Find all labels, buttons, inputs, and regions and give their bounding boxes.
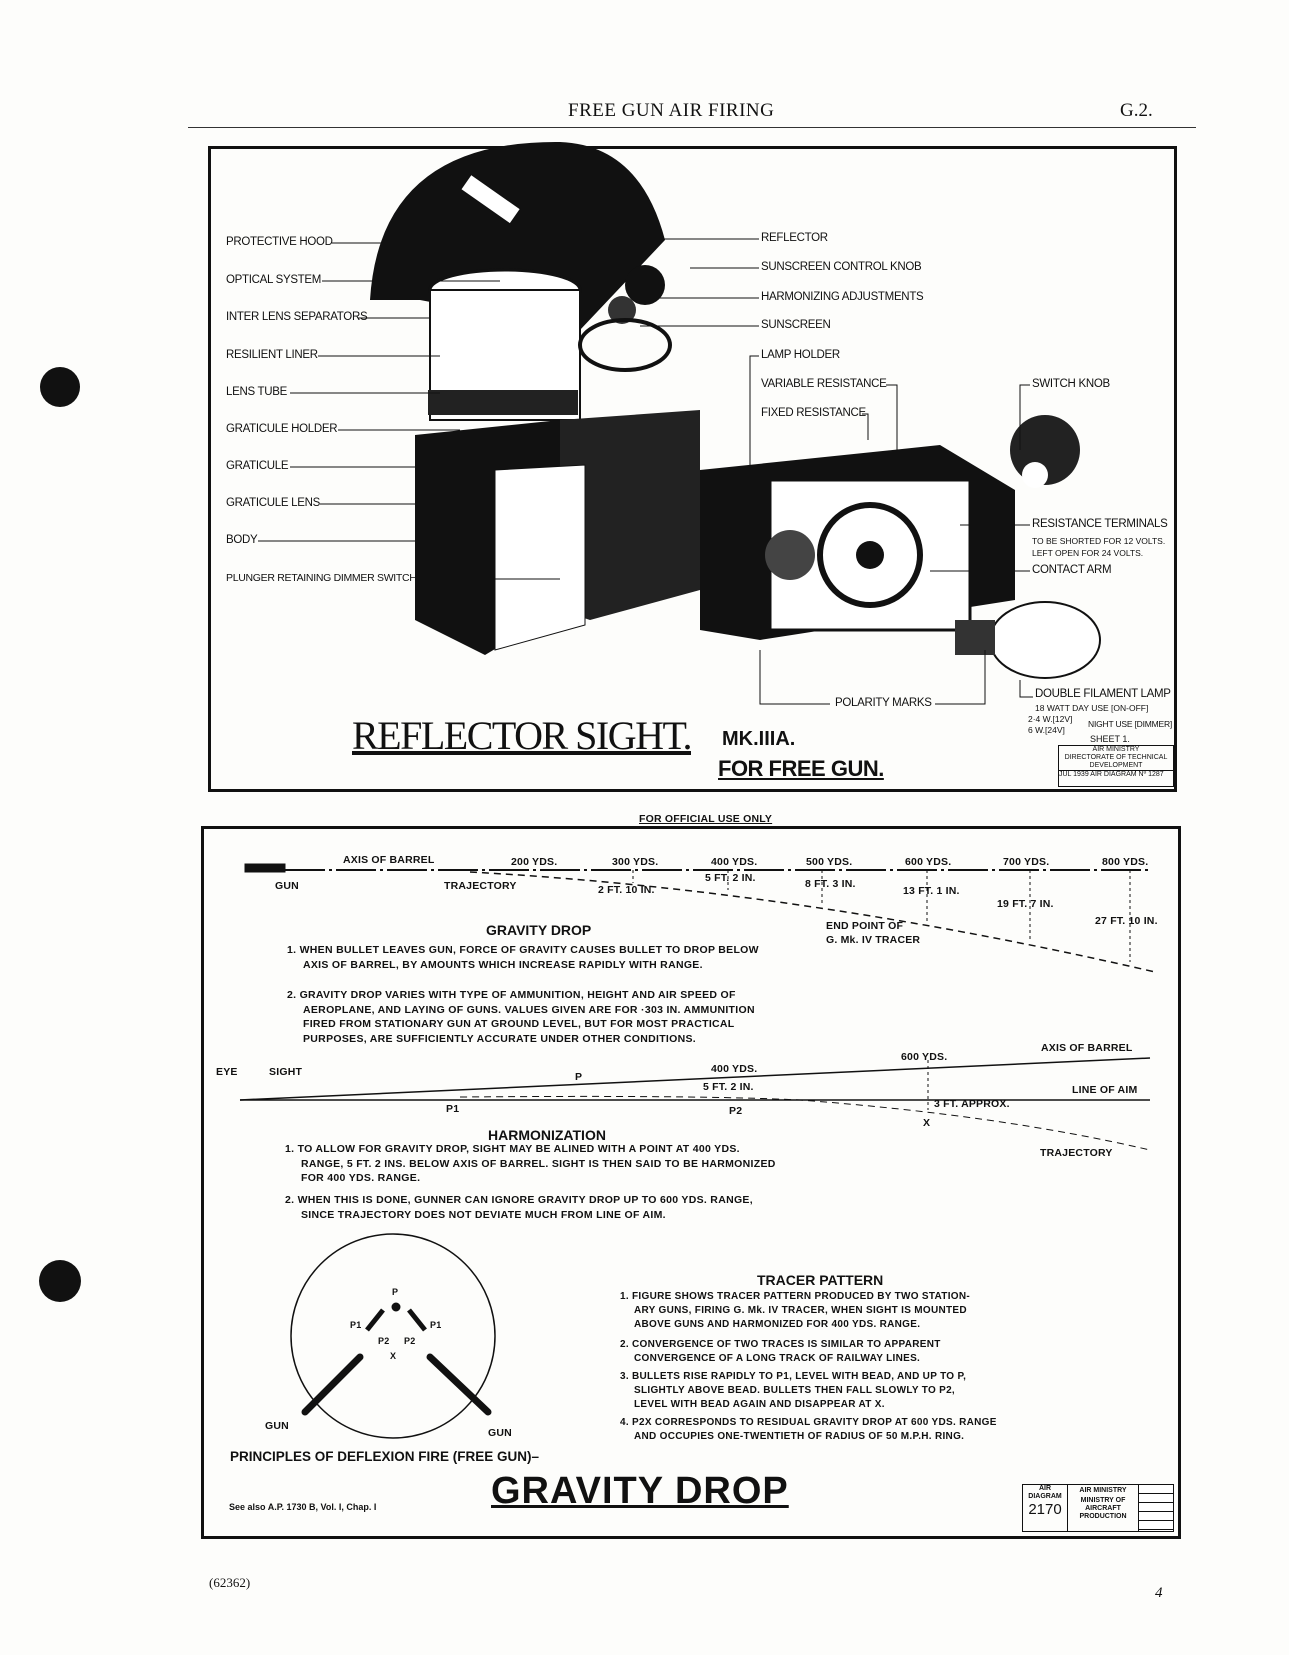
stamp-diagram-number: AIR DIAGRAM Nº 1287	[1090, 771, 1164, 778]
text-line: RANGE, 5 FT. 2 INS. BELOW AXIS OF BARREL. SIGHT IS THEN SAID TO BE HARMONIZED	[301, 1157, 776, 1170]
gravity-para-2	[287, 988, 755, 1046]
section-number: G.2.	[1120, 100, 1153, 121]
callout-fixed-resistance: FIXED RESISTANCE	[761, 407, 866, 419]
sheet-number: SHEET 1.	[1090, 734, 1130, 744]
end-point-label: END POINT OF	[826, 920, 904, 932]
callout-inter-lens-separators: INTER LENS SEPARATORS	[226, 311, 368, 323]
drop-value: 27 FT. 10 IN.	[1095, 915, 1158, 927]
gun-right-label: GUN	[488, 1427, 512, 1439]
stamp-number-cell	[1023, 1485, 1068, 1531]
range-label: 500 YDS.	[806, 856, 853, 868]
range-label: 200 YDS.	[511, 856, 558, 868]
print-code: (62362)	[209, 1575, 251, 1590]
callout-reflector: REFLECTOR	[761, 232, 828, 244]
text-line: SINCE TRAJECTORY DOES NOT DEVIATE MUCH FROM LINE OF AIM.	[301, 1208, 666, 1221]
callout-lamp: DOUBLE FILAMENT LAMP	[1035, 688, 1171, 700]
callout-resilient-liner: RESILIENT LINER	[226, 349, 318, 361]
text-line: FOR 400 YDS. RANGE.	[301, 1172, 421, 1184]
text-line: AXIS OF BARREL, BY AMOUNTS WHICH INCREASE RAPIDLY WITH RANGE.	[303, 958, 703, 971]
harmonization-para-2	[285, 1193, 753, 1222]
harmonization-heading: HARMONIZATION	[488, 1127, 606, 1143]
running-header-title: FREE GUN AIR FIRING	[568, 100, 775, 121]
page-number: 4	[1155, 1585, 1163, 1601]
tracer-p1: P1	[350, 1320, 362, 1330]
tracer-item-4	[620, 1416, 997, 1444]
stamp-line: MINISTRY OF AIRCRAFT PRODUCTION	[1079, 1497, 1127, 1520]
air-diagram-stamp	[1022, 1484, 1174, 1532]
lamp-24v: 6 W.[24V]	[1028, 725, 1065, 735]
p1-label: P1	[446, 1103, 460, 1115]
text-line: LEVEL WITH BEAD AGAIN AND DISAPPEAR AT X.	[634, 1399, 885, 1410]
stamp-grid	[1139, 1485, 1173, 1531]
gun-label: GUN	[275, 880, 299, 892]
range-label: 700 YDS.	[1003, 856, 1050, 868]
range-400-label: 400 YDS.	[711, 1063, 758, 1075]
drop-value: 5 FT. 2 IN.	[705, 872, 756, 884]
text-line: 2. CONVERGENCE OF TWO TRACES IS SIMILAR TO APPARENT	[620, 1339, 941, 1350]
x-label: X	[923, 1117, 931, 1129]
stamp-ministry-cell	[1068, 1485, 1139, 1531]
range-label: 400 YDS.	[711, 856, 758, 868]
callout-graticule-lens: GRATICULE LENS	[226, 497, 320, 509]
line-of-aim-label: LINE OF AIM	[1072, 1084, 1138, 1096]
callout-sunscreen: SUNSCREEN	[761, 319, 831, 331]
tracer-p: P	[392, 1287, 399, 1297]
see-also-reference: See also A.P. 1730 B, Vol. I, Chap. I	[229, 1502, 377, 1512]
stamp-line: AIR MINISTRY	[1092, 746, 1140, 753]
lamp-night-note: NIGHT USE [DIMMER]	[1088, 719, 1173, 729]
tracer-p2: P2	[378, 1336, 390, 1346]
drop-value: 2 FT. 10 IN.	[598, 884, 655, 896]
harmonization-para-1	[285, 1142, 776, 1186]
tracer-p2: P2	[404, 1336, 416, 1346]
diagram-title: REFLECTOR SIGHT.	[352, 713, 691, 758]
lamp-12v: 2·4 W.[12V]	[1028, 714, 1073, 724]
callout-lamp-holder: LAMP HOLDER	[761, 349, 840, 361]
axis-of-barrel-label: AXIS OF BARREL	[343, 854, 435, 866]
text-line: CONVERGENCE OF A LONG TRACK OF RAILWAY LINES.	[634, 1353, 921, 1364]
text-line: 1. FIGURE SHOWS TRACER PATTERN PRODUCED BY TWO STATION-	[620, 1291, 971, 1302]
callout-graticule-holder: GRATICULE HOLDER	[226, 423, 338, 435]
stamp-line: AIR DIAGRAM	[1028, 1485, 1062, 1500]
sight-label: SIGHT	[269, 1066, 303, 1078]
end-point-label: G. Mk. IV TRACER	[826, 934, 921, 946]
text-line: 3. BULLETS RISE RAPIDLY TO P1, LEVEL WITH BEAD, AND UP TO P,	[620, 1371, 967, 1382]
range-label: 800 YDS.	[1102, 856, 1149, 868]
p-label: P	[575, 1071, 583, 1083]
callout-contact-arm: CONTACT ARM	[1032, 564, 1112, 576]
text-line: AND OCCUPIES ONE-TWENTIETH OF RADIUS OF 50 M.P.H. RING.	[634, 1431, 965, 1442]
tracer-heading: TRACER PATTERN	[757, 1272, 884, 1288]
gravity-para-1	[287, 943, 759, 972]
eye-label: EYE	[216, 1066, 238, 1078]
tracer-item-1	[620, 1290, 970, 1332]
stamp-date: JUL 1939	[1059, 771, 1089, 778]
callout-optical-system: OPTICAL SYSTEM	[226, 274, 322, 286]
trajectory-label: TRAJECTORY	[444, 880, 517, 892]
text-line: ABOVE GUNS AND HARMONIZED FOR 400 YDS. RANGE.	[634, 1319, 921, 1330]
stamp-line: DIRECTORATE OF TECHNICAL	[1064, 754, 1168, 761]
gun-left-label: GUN	[265, 1420, 289, 1432]
p2-label: P2	[729, 1105, 743, 1117]
text-line: PURPOSES, ARE SUFFICIENTLY ACCURATE UNDER OTHER CONDITIONS.	[303, 1032, 697, 1045]
official-use-notice: FOR OFFICIAL USE ONLY	[639, 813, 773, 825]
drop-value: 13 FT. 1 IN.	[903, 885, 960, 897]
callout-lens-tube: LENS TUBE	[226, 386, 287, 398]
lamp-day-note: 18 WATT DAY USE [ON-OFF]	[1035, 703, 1149, 713]
callout-harmonizing: HARMONIZING ADJUSTMENTS	[761, 291, 924, 303]
trajectory-label: TRAJECTORY	[1040, 1147, 1113, 1159]
text-line: 2. WHEN THIS IS DONE, GUNNER CAN IGNORE GRAVITY DROP UP TO 600 YDS. RANGE,	[285, 1194, 753, 1206]
stamp-line: AIR MINISTRY	[1079, 1487, 1127, 1494]
resistance-note: TO BE SHORTED FOR 12 VOLTS.	[1032, 536, 1166, 546]
callout-variable-resistance: VARIABLE RESISTANCE	[761, 378, 887, 390]
text-line: 1. WHEN BULLET LEAVES GUN, FORCE OF GRAVITY CAUSES BULLET TO DROP BELOW	[287, 944, 759, 956]
callout-plunger: PLUNGER RETAINING DIMMER SWITCH	[226, 572, 417, 584]
tracer-item-3	[620, 1370, 966, 1412]
text-line: AEROPLANE, AND LAYING OF GUNS. VALUES GIVEN ARE FOR ·303 IN. AMMUNITION	[303, 1003, 755, 1016]
diagram-mark: MK.IIIA.	[722, 728, 796, 750]
range-label: 600 YDS.	[905, 856, 952, 868]
drop-value: 19 FT. 7 IN.	[997, 898, 1054, 910]
range-label: 300 YDS.	[612, 856, 659, 868]
resistance-note: LEFT OPEN FOR 24 VOLTS.	[1032, 548, 1144, 558]
tracer-x: X	[390, 1351, 397, 1361]
callout-body: BODY	[226, 534, 258, 546]
stamp-line: DEVELOPMENT	[1089, 762, 1143, 769]
text-line: 1. TO ALLOW FOR GRAVITY DROP, SIGHT MAY BE ALINED WITH A POINT AT 400 YDS.	[285, 1143, 740, 1155]
tracer-p1: P1	[430, 1320, 442, 1330]
callout-resistance-terminals: RESISTANCE TERMINALS	[1032, 518, 1168, 530]
text-line: SLIGHTLY ABOVE BEAD. BULLETS THEN FALL SLOWLY TO P2,	[634, 1385, 956, 1396]
gravity-drop-title: GRAVITY DROP	[491, 1470, 789, 1512]
range-600-label: 600 YDS.	[901, 1051, 948, 1063]
drop-value: 8 FT. 3 IN.	[805, 878, 856, 890]
tracer-item-2	[620, 1338, 941, 1366]
gravity-drop-heading: GRAVITY DROP	[486, 922, 592, 938]
text-line: 2. GRAVITY DROP VARIES WITH TYPE OF AMMUNITION, HEIGHT AND AIR SPEED OF	[287, 989, 736, 1001]
text-line: 4. P2X CORRESPONDS TO RESIDUAL GRAVITY DROP AT 600 YDS. RANGE	[620, 1417, 997, 1428]
callout-sunscreen-knob: SUNSCREEN CONTROL KNOB	[761, 261, 922, 273]
axis-of-barrel-label: AXIS OF BARREL	[1041, 1042, 1133, 1054]
callout-switch-knob: SWITCH KNOB	[1032, 378, 1110, 390]
diagram-subtitle: FOR FREE GUN.	[718, 756, 884, 781]
stamp-number: 2170	[1028, 1501, 1062, 1518]
callout-graticule: GRATICULE	[226, 460, 289, 472]
callout-protective-hood: PROTECTIVE HOOD	[226, 236, 333, 248]
text-line: ARY GUNS, FIRING G. Mk. IV TRACER, WHEN SIGHT IS MOUNTED	[634, 1305, 967, 1316]
approx-label: 3 FT. APPROX.	[934, 1098, 1010, 1110]
text-line: FIRED FROM STATIONARY GUN AT GROUND LEVEL, BUT FOR MOST PRACTICAL	[303, 1018, 735, 1030]
callout-polarity-marks: POLARITY MARKS	[835, 697, 932, 709]
principles-heading: PRINCIPLES OF DEFLEXION FIRE (FREE GUN)–	[230, 1449, 540, 1464]
drop-label: 5 FT. 2 IN.	[703, 1081, 754, 1093]
